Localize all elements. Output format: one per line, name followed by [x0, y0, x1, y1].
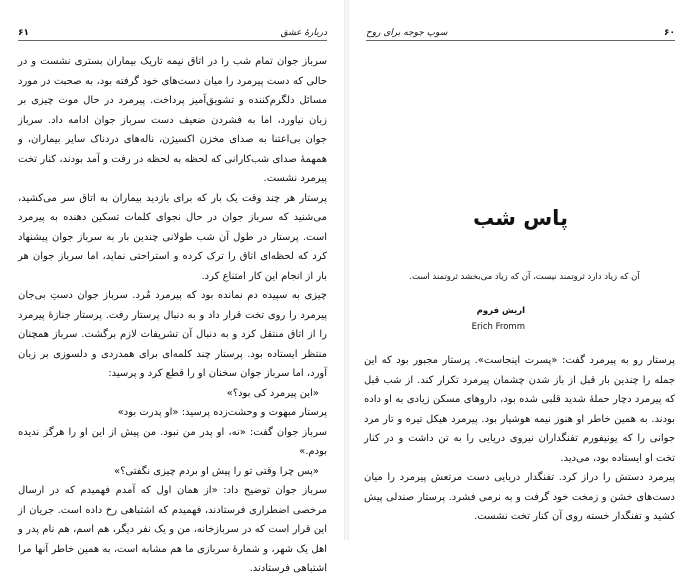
left-header-rule	[18, 40, 327, 41]
left-page-text	[18, 52, 327, 579]
right-page-number: ۶۰	[664, 28, 675, 38]
right-page-text	[364, 351, 675, 527]
left-paragraph-4: پرستار مبهوت و وحشت‌زده پرسید: «او پدرت بود»	[117, 407, 327, 418]
right-paragraph-1: پرستار رو به پیرمرد گفت: «پسرت اینجاست». پرستار مجبور بود که این جمله را چندین بار قبل از باز شدن چشمان پیرمرد تکرار کند. از شب قبل که پیرمرد دچار حملهٔ شدید قلبی شده بود، داروهای مسکن زیادی به او داده بودند. به همین خاطر او هنوز نیمه هوشیار بود. پیرمرد هیکل تیره و تار مرد جوانی را که یونیفورم تفنگداران نیروی دریایی را به تن داشت و در کنار تخت او ایستاده بود، می‌دید.	[364, 355, 675, 464]
left-paragraph-1: سرباز جوان تمام شب را در اتاق نیمه تاریک بیماران بستری نشست و در حالی که دست پیرمرد را میان دست‌های خود گرفته بود، به صحبت در مورد مسائل دلگرم‌کننده و تشویق‌آمیز پرداخت. پیرمرد در حال موت چیزی بر زبان نیاورد، اما به فشردن ضعیف دست سرباز جوان ادامه داد. سرباز جوان بی‌اعتنا به صدای مخزن اکسیژن، ناله‌های دردناک سایر بیماران، و همهمهٔ صدای شب‌کارانی که لحظه به لحظه در رفت و آمد بودند، کنار تخت پیرمرد نشست.	[18, 56, 327, 184]
left-paragraph-6: سرباز جوان توضیح داد: «از همان اول که آمدم فهمیدم که در ارسال مرخصی اضطراری فرستادند، فهمیدم که اشتباهی رخ داده است. جریان از این قرار است که در سربازخانه، من و یک نفر دیگر، هم اسم، هم نام پدر و اهل یک شهر، و شمارهٔ سربازی ما هم مشابه است، به همین خاطر آنها مرا اشتباهی فرستادند.	[18, 485, 327, 574]
right-page	[348, 0, 693, 540]
epigraph-author-persian: اریش فروم	[476, 306, 525, 316]
left-page-number: ۶۱	[18, 28, 29, 38]
left-quote-1: «این پیرمرد کی بود؟»	[226, 387, 319, 399]
left-paragraph-3: چیزی به سپیده دم نمانده بود که پیرمرد مُرد. سرباز جوان دستِ بی‌جان پیرمرد را روی تخت قرار داد و به دنبال پرستار رفت. پرستار جنازهٔ پیرمرد را از اتاق منتقل کرد و به دنبال آن تشریفات لازم برگشت. سرباز همچنان منتظر ایستاده بود. پرستار چند کلمه‌ای برای همدردی و دلسوزی بر زبان آورد، اما سرباز جوان سخنان او را قطع کرد و پرسید:	[18, 290, 327, 379]
left-paragraph-5: سرباز جوان گفت: «نه، او پدر من نبود. من پیش از این او را هرگز ندیده بودم.»	[18, 426, 327, 457]
right-running-title: سوپ جوجه برای روح	[366, 28, 448, 38]
left-page	[0, 0, 345, 574]
left-page-header	[18, 26, 327, 40]
right-page-header	[366, 26, 675, 40]
left-running-title: دربارهٔ عشق	[280, 28, 327, 38]
right-header-rule	[366, 40, 675, 41]
left-quote-2: «پس چرا وقتی تو را پیش او بردم چیزی نگفتی؟»	[113, 465, 319, 477]
left-paragraph-2: پرستار هر چند وقت یک بار که برای بازدید بیماران به اتاق سر می‌کشید، می‌شنید که سرباز جوان در حال نجوای کلمات تسکین دهنده به پیرمرد است. پرستار در طول آن شب طولانی چندین بار به سرباز جوان پیشنهاد کرد که لحظه‌ای اتاق را ترک کرده و استراحتی نماید، اما سرباز جوان هر بار از انجام این کار امتناع کرد.	[18, 192, 327, 282]
epigraph-author-english: Erich Fromm	[471, 322, 525, 332]
right-paragraph-2: پیرمرد دستش را دراز کرد. تفنگدار دریایی دست مرتعش پیرمرد را میان دست‌های خشن و زمخت خود گرفت و به نرمی فشرد. پرستار صندلی پیش کشید و تفنگدار خسته روی آن کنار تخت نشست.	[364, 472, 675, 522]
epigraph: آن که زیاد دارد ثروتمند نیست، آن که زیاد می‌بخشد ثروتمند است.	[409, 272, 640, 282]
chapter-title: پاس شب	[473, 206, 568, 230]
